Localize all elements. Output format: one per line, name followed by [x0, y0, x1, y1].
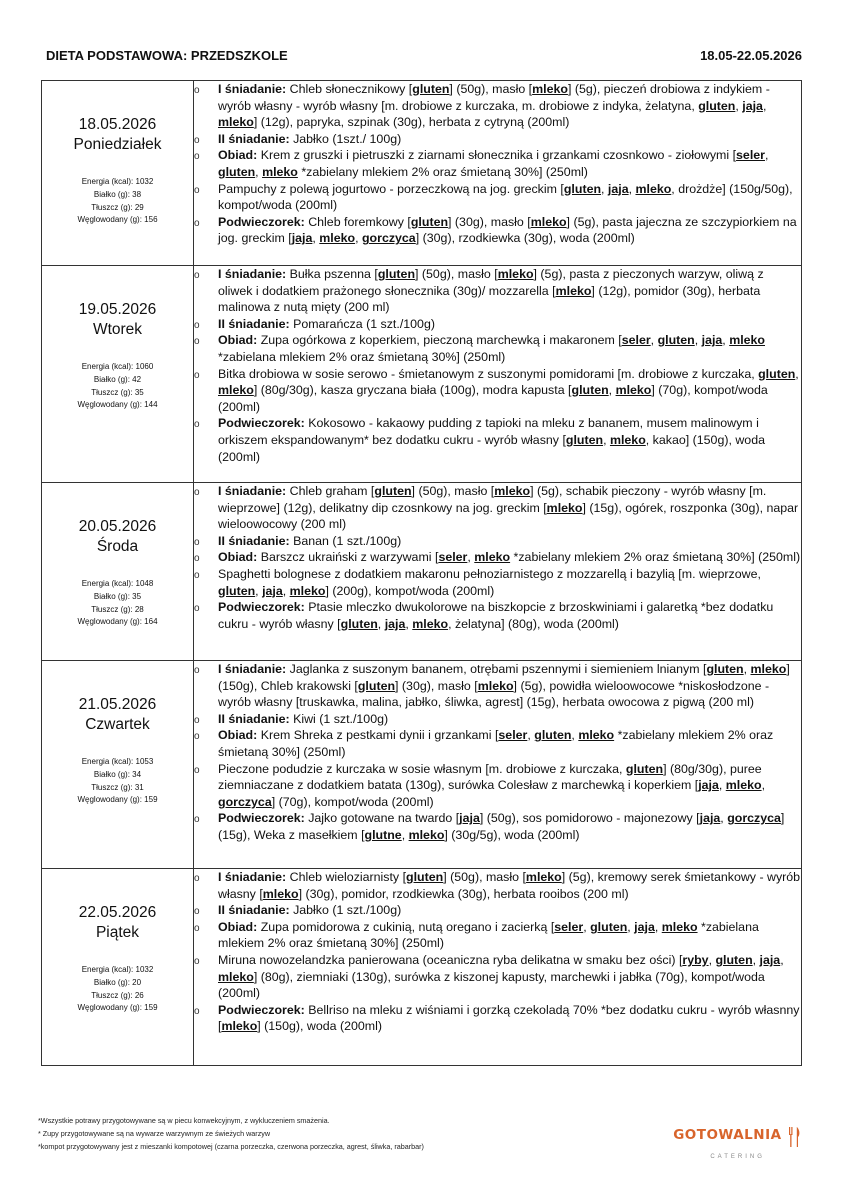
meal-label: II śniadanie: [218, 131, 290, 146]
day-date: 20.05.2026 [78, 518, 157, 535]
nutrition-info [42, 964, 193, 1015]
meal-item [194, 533, 801, 550]
day-row [42, 869, 802, 1066]
meal-item [194, 810, 801, 843]
meal-label: Obiad: [218, 919, 258, 934]
allergen-tag: jaja [742, 98, 763, 113]
meal-item [194, 902, 801, 919]
allergen-tag: gluten [374, 484, 412, 498]
nutrition-line: Białko (g): 42 [93, 374, 142, 384]
allergen-tag: mleko [262, 164, 298, 179]
allergen-tag: jaja [701, 333, 723, 348]
day-row [42, 81, 802, 266]
allergen-tag: jaja [699, 811, 721, 826]
meal-text: Chleb graham [gluten] (50g), masło [mleko] (5g), schabik pieczony - wyrób własny [m. wieprzowe] (12g), delikatny dip czosnkowy na jog. greckim [mleko] (15g), ogórek, roszponka (30g), napar wieloowocowy (200 ml) [218, 484, 799, 532]
meal-label: Obiad: [218, 728, 258, 743]
allergen-tag: jaja [459, 811, 480, 826]
meal-text: Zupa pomidorowa z cukinią, nutą oregano i zacierką [seler, gluten, jaja, mleko *zabielana mlekiem 2% oraz śmietaną 30%] (250ml) [218, 919, 759, 951]
meal-text: Jaglanka z suszonym bananem, otrębami pszennymi i siemieniem lnianym [gluten, mleko] (150g), Chleb krakowski [gluten] (30g), masło [mleko] (5g), powidła wieloowocowe *niskosłodzone - wyrób własny [truskawka, malina, jabłko, śliwka, agrest] (15g), herbata owocowa z pigwą (200 ml) [218, 662, 790, 710]
allergen-tag: mleko [532, 82, 568, 96]
meal-item [194, 266, 801, 316]
allergen-tag: gorczyca [361, 231, 416, 246]
meal-label: II śniadanie: [218, 316, 290, 331]
nutrition-line: Węglowodany (g): 159 [77, 1003, 158, 1013]
meal-label: I śniadanie: [218, 82, 287, 96]
day-name: Środa [96, 538, 139, 555]
meal-label: Obiad: [218, 333, 258, 348]
allergen-tag: mleko [546, 500, 583, 515]
meal-label: II śniadanie: [218, 903, 290, 918]
allergen-tag: seler [736, 148, 765, 163]
allergen-tag: jaja [698, 778, 719, 793]
allergen-tag: mleko [412, 616, 449, 631]
day-cell [42, 266, 194, 483]
nutrition-line: Energia (kcal): 1032 [81, 965, 154, 974]
meals-cell [194, 483, 802, 661]
day-cell [42, 483, 194, 661]
meal-item [194, 131, 801, 148]
meal-item [194, 147, 801, 180]
allergen-tag: ryby [682, 952, 709, 967]
allergen-tag: mleko [218, 383, 254, 398]
meal-label: Podwieczorek: [218, 416, 305, 431]
meal-item [194, 483, 801, 533]
allergen-tag: gluten [657, 333, 695, 348]
logo [673, 1126, 802, 1160]
meal-text: Chleb słonecznikowy [gluten] (50g), masło [mleko] (5g), pieczeń drobiowa z indykiem - wyrób własny - wyrób własny [m. drobiowe z kurczaka, m. drobiowe z indyka, żelatyna, gluten, jaja, mleko] (12g), papryka, szpinak (30g), herbata z cytryną (200ml) [218, 82, 770, 130]
meal-label: I śniadanie: [218, 662, 287, 676]
allergen-tag: gluten [340, 616, 378, 631]
meal-label: Obiad: [218, 550, 258, 565]
allergen-tag: mleko [497, 267, 534, 281]
day-date: 22.05.2026 [78, 904, 157, 921]
day-name: Piątek [95, 924, 140, 941]
allergen-tag: seler [621, 333, 651, 348]
meal-item [194, 761, 801, 811]
meal-item [194, 952, 801, 1002]
meal-text: Zupa ogórkowa z koperkiem, pieczoną marchewką i makaronem [seler, gluten, jaja, mleko *zabielana mlekiem 2% oraz śmietaną 30%] (250ml) [218, 333, 765, 364]
meal-text: Bułka pszenna [gluten] (50g), masło [mleko] (5g), pasta z pieczonych warzyw, oliwą z oliwek i dodatkiem prażonego słonecznika (30g)/ mozzarella [mleko] (12g), pomidor (30g), herbata malinowa z nutą mięty (200 ml) [218, 267, 764, 315]
nutrition-line: Tłuszcz (g): 35 [91, 387, 144, 397]
meal-text: Ptasie mleczko dwukolorowe na biszkopcie z brzoskwiniami i galaretką *bez dodatku cukru - wyrób własny [gluten, jaja, mleko, żelatyna] (80g), woda (200ml) [218, 600, 774, 631]
nutrition-line: Białko (g): 34 [93, 769, 142, 779]
meal-item [194, 332, 801, 365]
meal-label: Podwieczorek: [218, 600, 305, 615]
nutrition-line: Energia (kcal): 1032 [81, 177, 154, 186]
day-date: 21.05.2026 [78, 696, 157, 713]
allergen-tag: gluten [563, 181, 602, 196]
allergen-tag: gluten [565, 432, 604, 447]
allergen-tag: mleko [615, 383, 652, 398]
meal-list [194, 483, 801, 632]
nutrition-line: Energia (kcal): 1060 [81, 362, 154, 371]
allergen-tag: gorczyca [727, 811, 781, 826]
meal-label: Podwieczorek: [218, 1002, 305, 1017]
logo-brand: GOTOWALNIA [673, 1127, 782, 1143]
day-name: Czwartek [85, 716, 150, 733]
meal-text: Jabłko (1szt./ 100g) [293, 131, 402, 146]
allergen-tag: mleko [725, 778, 762, 793]
meal-label: I śniadanie: [218, 267, 287, 281]
allergen-tag: mleko [408, 827, 445, 842]
day-cell [42, 661, 194, 869]
meal-item [194, 81, 801, 131]
menu-table [41, 80, 802, 1066]
meal-text: Spaghetti bolognese z dodatkiem makaronu pełnoziarnistego z mozzarellą i bazylią [m. wieprzowe, gluten, jaja, mleko] (200g), kompot/woda (200ml) [218, 566, 761, 598]
meal-label: Podwieczorek: [218, 811, 305, 826]
meal-text: Bitka drobiowa w sosie serowo - śmietanowym z suszonymi pomidorami [m. drobiowe z kurczaka, gluten, mleko] (80g/30g), kasza gryczana biała (100g), modra kapusta [gluten, mleko] (70g), kompot/woda (200ml) [218, 366, 799, 414]
day-row [42, 266, 802, 483]
nutrition-line: Węglowodany (g): 164 [77, 617, 158, 627]
meal-text: Jajko gotowane na twardo [jaja] (50g), sos pomidorowo - majonezowy [jaja, gorczyca] (15g), Weka z masełkiem [glutne, mleko] (30g/5g), woda (200ml) [218, 811, 785, 842]
meal-list [194, 661, 801, 844]
meal-list [194, 81, 801, 247]
meal-text: Chleb foremkowy [gluten] (30g), masło [mleko] (5g), pasta jajeczna ze szczypiorkiem na jog. greckim [jaja, mleko, gorczyca] (30g), rzodkiewka (30g), woda (200ml) [218, 214, 797, 246]
nutrition-line: Węglowodany (g): 159 [77, 795, 158, 805]
meal-label: I śniadanie: [218, 484, 287, 498]
allergen-tag: gluten [410, 214, 449, 229]
allergen-tag: mleko [729, 333, 765, 348]
meal-item [194, 316, 801, 333]
allergen-tag: mleko [474, 550, 511, 565]
meal-list [194, 266, 801, 465]
logo-sub: CATERING [710, 1154, 765, 1160]
allergen-tag: jaja [384, 616, 406, 631]
nutrition-info [42, 361, 193, 412]
day-name: Poniedziałek [73, 136, 162, 153]
meal-label: Podwieczorek: [218, 214, 305, 229]
allergen-tag: mleko [530, 214, 567, 229]
allergen-tag: gluten [590, 919, 628, 934]
nutrition-line: Energia (kcal): 1053 [81, 757, 154, 766]
nutrition-info [42, 176, 193, 227]
meals-cell [194, 266, 802, 483]
day-cell [42, 81, 194, 266]
allergen-tag: mleko [218, 115, 254, 130]
meals-cell [194, 661, 802, 869]
allergen-tag: jaja [262, 583, 283, 598]
meal-item [194, 181, 801, 214]
allergen-tag: mleko [319, 231, 356, 246]
allergen-tag: mleko [661, 919, 698, 934]
meal-item [194, 549, 801, 566]
meal-label: II śniadanie: [218, 711, 290, 726]
allergen-tag: gluten [377, 267, 416, 281]
allergen-tag: mleko [262, 886, 299, 901]
allergen-tag: gluten [758, 366, 796, 381]
allergen-tag: gluten [706, 662, 744, 676]
allergen-tag: mleko [289, 583, 326, 598]
allergen-tag: jaja [607, 181, 629, 196]
allergen-tag: jaja [291, 231, 313, 246]
page-title: DIETA PODSTAWOWA: PRZEDSZKOLE [46, 48, 288, 63]
nutrition-info [42, 578, 193, 629]
meal-text: Kiwi (1 szt./100g) [293, 711, 389, 726]
meals-cell [194, 869, 802, 1066]
meal-list [194, 869, 801, 1035]
allergen-tag: mleko [578, 728, 615, 743]
meal-text: Miruna nowozelandzka panierowana (oceaniczna ryba delikatna w smaku bez ości) [ryby, gluten, jaja, mleko] (80g), ziemniaki (130g), surówka z kiszonej kapusty, marchewki i jabłka (70g), kompot/woda (200ml) [218, 952, 784, 1001]
nutrition-line: Tłuszcz (g): 26 [91, 990, 144, 1000]
meal-text: Barszcz ukraiński z warzywami [seler, mleko *zabielany mlekiem 2% oraz śmietaną 30%] (250ml) [260, 550, 801, 565]
allergen-tag: seler [498, 728, 528, 743]
day-date: 18.05.2026 [78, 116, 157, 133]
meal-text: Pieczone podudzie z kurczaka w sosie własnym [m. drobiowe z kurczaka, gluten] (80g/30g), puree ziemniaczane z dodatkiem batata (130g), surówka Colesław z marchewką i koperkiem [jaja, mleko, gorczyca] (70g), kompot/woda (200ml) [218, 761, 766, 809]
allergen-tag: seler [554, 919, 584, 934]
meal-text: Krem Shreka z pestkami dynii i grzankami [seler, gluten, mleko *zabielany mlekiem 2% oraz śmietaną 30%] (250ml) [218, 728, 774, 759]
allergen-tag: gluten [412, 82, 450, 96]
allergen-tag: gorczyca [218, 794, 272, 809]
meal-label: II śniadanie: [218, 533, 290, 548]
footnote-3: *kompot przygotowywany jest z mieszanki kompotowej (czarna porzeczka, czerwona porzeczka, agrest, śliwka, rabarbar) [38, 1142, 424, 1151]
nutrition-line: Białko (g): 20 [93, 977, 142, 987]
meal-item [194, 566, 801, 599]
day-row [42, 483, 802, 661]
date-range: 18.05-22.05.2026 [700, 48, 802, 63]
meal-item [194, 727, 801, 760]
allergen-tag: gluten [218, 583, 256, 598]
meal-text: Pomarańcza (1 szt./100g) [293, 316, 435, 331]
allergen-tag: gluten [534, 728, 572, 743]
day-cell [42, 869, 194, 1066]
nutrition-line: Węglowodany (g): 156 [77, 215, 158, 225]
nutrition-line: Białko (g): 35 [93, 591, 142, 601]
meal-item [194, 1002, 801, 1035]
nutrition-line: Tłuszcz (g): 31 [91, 782, 144, 792]
meal-item [194, 661, 801, 711]
allergen-tag: mleko [609, 432, 646, 447]
meal-text: Jabłko (1 szt./100g) [293, 903, 402, 918]
meal-item [194, 415, 801, 465]
allergen-tag: mleko [218, 969, 254, 984]
meal-item [194, 599, 801, 632]
allergen-tag: gluten [625, 761, 664, 776]
allergen-tag: gluten [715, 952, 753, 967]
meal-label: I śniadanie: [218, 870, 287, 884]
allergen-tag: gluten [406, 870, 444, 884]
nutrition-info [42, 756, 193, 807]
allergen-tag: mleko [635, 181, 672, 196]
meal-item [194, 366, 801, 416]
meal-text: Banan (1 szt./100g) [293, 533, 402, 548]
meal-text: Krem z gruszki i pietruszki z ziarnami słonecznika i grzankami czosnkowo - ziołowymi [seler, gluten, mleko *zabielany mlekiem 2% oraz śmietaną 30%] (250ml) [218, 148, 769, 179]
cutlery-icon [788, 1126, 802, 1153]
allergen-tag: gluten [698, 98, 736, 113]
allergen-tag: seler [438, 550, 468, 565]
meal-text: Bellriso na mleku z wiśniami i gorzką czekoladą 70% *bez dodatku cukru - wyrób własnny [mleko] (150g), woda (200ml) [218, 1002, 800, 1034]
footnote-1: *Wszystkie potrawy przygotowywane są w piecu konwekcyjnym, z wykluczeniem smażenia. [38, 1116, 330, 1125]
meal-label: Obiad: [218, 148, 258, 163]
allergen-tag: mleko [494, 484, 531, 498]
allergen-tag: jaja [634, 919, 655, 934]
meal-text: Kokosowo - kakaowy pudding z tapioki na mleku z bananem, musem malinowym i orkiszem ekspandowanym* bez dodatku cukru - wyrób własny [gluten, mleko, kakao] (150g), woda (200ml) [218, 416, 765, 464]
allergen-tag: jaja [759, 952, 781, 967]
allergen-tag: gluten [357, 678, 396, 693]
nutrition-line: Tłuszcz (g): 29 [91, 202, 144, 212]
allergen-tag: gluten [218, 164, 256, 179]
nutrition-line: Węglowodany (g): 144 [77, 400, 158, 410]
nutrition-line: Tłuszcz (g): 28 [91, 604, 144, 614]
day-name: Wtorek [92, 321, 143, 338]
meal-item [194, 919, 801, 952]
nutrition-line: Energia (kcal): 1048 [81, 579, 154, 588]
footnote-2: * Zupy przygotowywane są na wywarze warzywnym ze świeżych warzyw [38, 1129, 271, 1138]
allergen-tag: gluten [571, 383, 609, 398]
day-date: 19.05.2026 [78, 301, 157, 318]
allergen-tag: mleko [477, 678, 514, 693]
meals-cell [194, 81, 802, 266]
allergen-tag: glutne [364, 827, 402, 842]
nutrition-line: Białko (g): 38 [93, 189, 142, 199]
meal-text: Chleb wieloziarnisty [gluten] (50g), masło [mleko] (5g), kremowy serek śmietankowy - wyrób własny [mleko] (30g), pomidor, rzodkiewka (30g), herbata rooibos (200 ml) [218, 870, 801, 901]
meal-item [194, 711, 801, 728]
allergen-tag: mleko [555, 283, 592, 298]
meal-item [194, 869, 801, 902]
allergen-tag: mleko [750, 662, 787, 676]
allergen-tag: mleko [221, 1019, 258, 1034]
day-row [42, 661, 802, 869]
meal-text: Pampuchy z polewą jogurtowo - porzeczkową na jog. greckim [gluten, jaja, mleko, drożdże] (150g/50g), kompot/woda (200ml) [218, 181, 793, 213]
allergen-tag: mleko [525, 870, 562, 884]
meal-item [194, 214, 801, 247]
